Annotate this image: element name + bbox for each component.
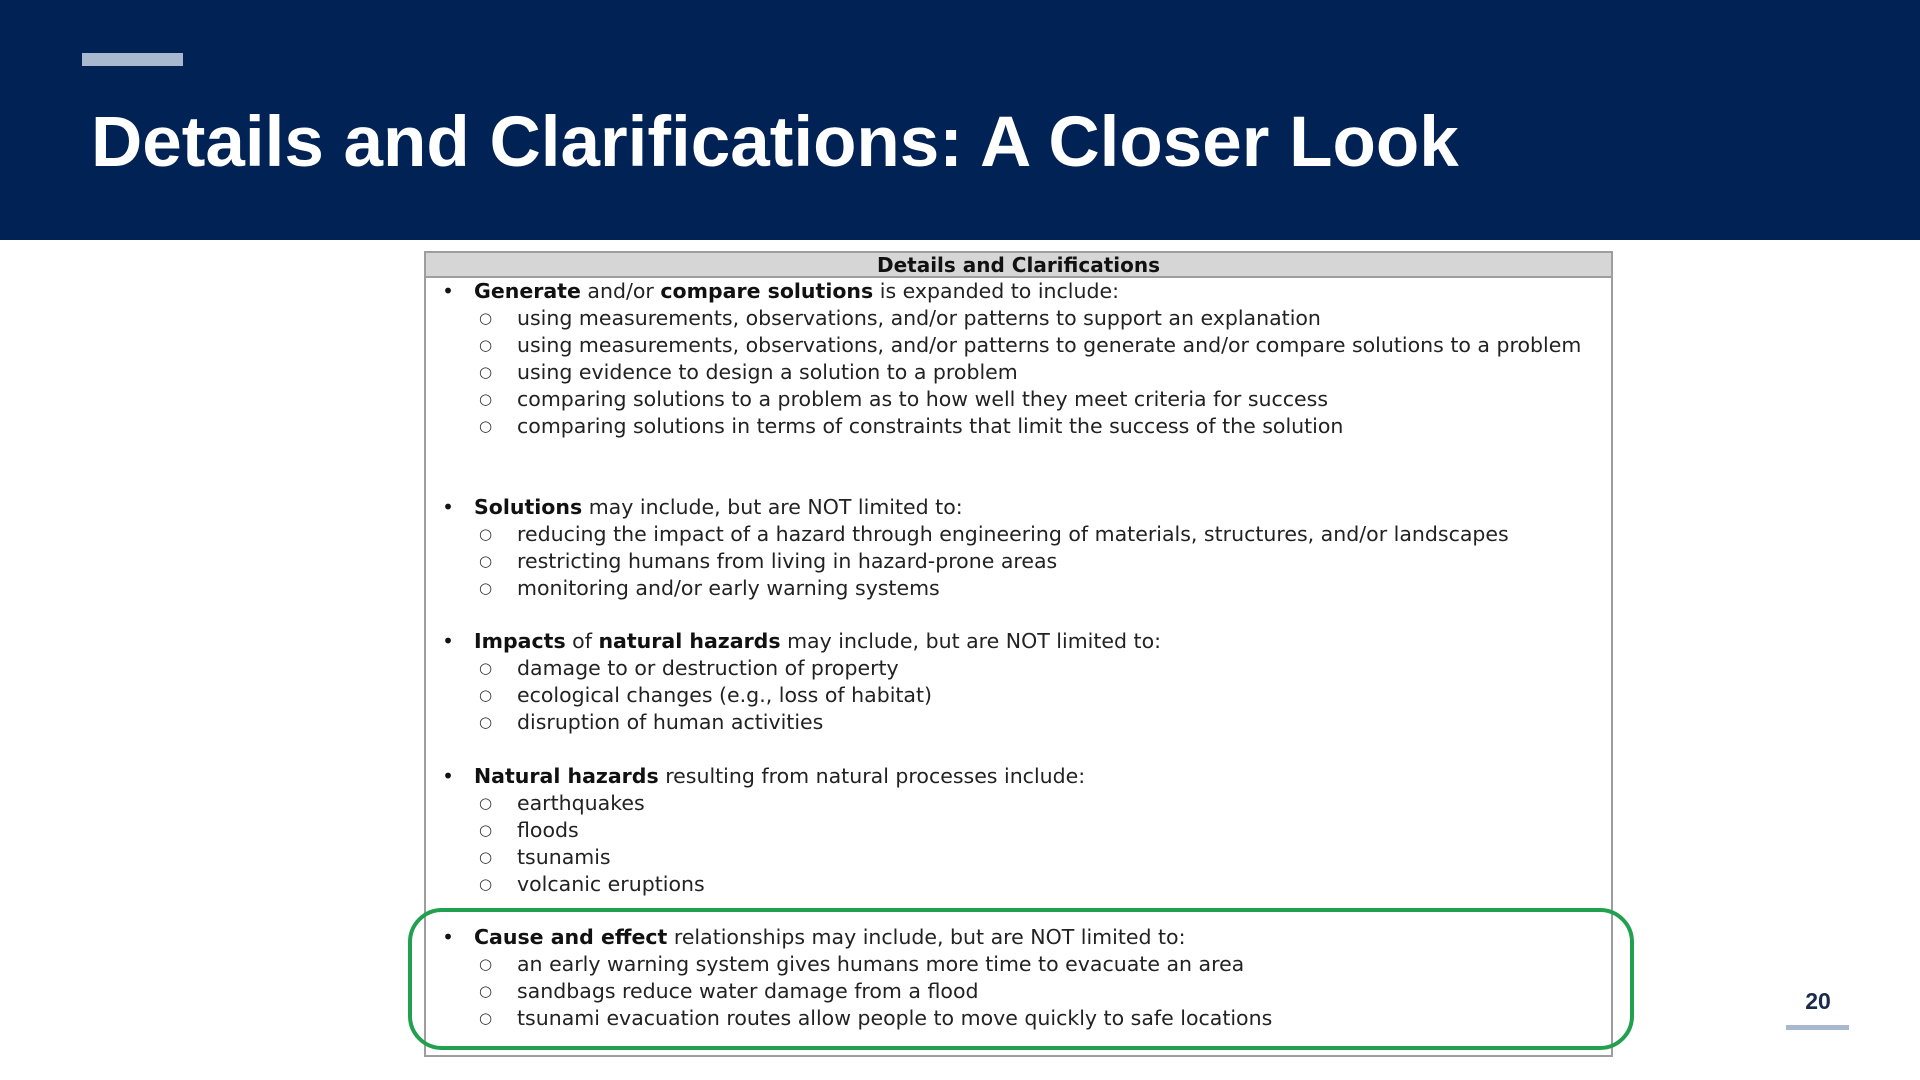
list-item: ○ comparing solutions in terms of constraints that limit the success of the solution	[479, 414, 1344, 438]
list-item: ○ sandbags reduce water damage from a flood	[479, 979, 979, 1003]
circle-bullet-icon: ○	[479, 1009, 493, 1027]
section-impacts	[426, 628, 1606, 736]
circle-bullet-icon: ○	[479, 552, 493, 570]
section-bullet	[426, 628, 1606, 655]
slide-header	[0, 0, 1920, 240]
bullet-dot-icon: •	[442, 495, 454, 519]
circle-bullet-icon: ○	[479, 363, 493, 381]
section-heading: Cause and effect relationships may include, but are NOT limited to:	[474, 925, 1186, 949]
circle-bullet-icon: ○	[479, 982, 493, 1000]
section-heading: Natural hazards resulting from natural processes include:	[474, 764, 1086, 788]
section-heading: Generate and/or compare solutions is expanded to include:	[474, 279, 1120, 303]
section-generate-compare	[426, 278, 1606, 440]
circle-bullet-icon: ○	[479, 955, 493, 973]
bullet-dot-icon: •	[442, 279, 454, 303]
circle-bullet-icon: ○	[479, 309, 493, 327]
circle-bullet-icon: ○	[479, 794, 493, 812]
section-bullet	[426, 278, 1606, 305]
circle-bullet-icon: ○	[479, 525, 493, 543]
bullet-dot-icon: •	[442, 764, 454, 788]
section-solutions	[426, 494, 1606, 602]
list-item: ○ tsunamis	[479, 845, 611, 869]
list-item: ○ damage to or destruction of property	[479, 656, 899, 680]
list-item: ○ using evidence to design a solution to a problem	[479, 360, 1018, 384]
section-heading: Impacts of natural hazards may include, but are NOT limited to:	[474, 629, 1162, 653]
list-item: ○ using measurements, observations, and/or patterns to generate and/or compare solutions to a problem	[479, 333, 1582, 357]
list-item: ○ restricting humans from living in hazard-prone areas	[479, 549, 1058, 573]
list-item: ○ disruption of human activities	[479, 710, 824, 734]
section-bullet	[426, 763, 1606, 790]
circle-bullet-icon: ○	[479, 417, 493, 435]
circle-bullet-icon: ○	[479, 686, 493, 704]
circle-bullet-icon: ○	[479, 713, 493, 731]
circle-bullet-icon: ○	[479, 875, 493, 893]
page-number: 20	[1805, 988, 1831, 1014]
list-item: ○ comparing solutions to a problem as to how well they meet criteria for success	[479, 387, 1329, 411]
section-heading: Solutions may include, but are NOT limited to:	[474, 495, 963, 519]
list-item: ○ tsunami evacuation routes allow people to move quickly to safe locations	[479, 1006, 1273, 1030]
page-number-accent-bar	[1786, 1025, 1849, 1030]
circle-bullet-icon: ○	[479, 390, 493, 408]
list-item: ○ ecological changes (e.g., loss of habitat)	[479, 683, 933, 707]
list-item: ○ earthquakes	[479, 791, 645, 815]
circle-bullet-icon: ○	[479, 659, 493, 677]
bullet-dot-icon: •	[442, 629, 454, 653]
list-item: ○ monitoring and/or early warning systems	[479, 576, 940, 600]
bullet-dot-icon: •	[442, 925, 454, 949]
doc-header: Details and Clarifications	[426, 253, 1611, 278]
circle-bullet-icon: ○	[479, 821, 493, 839]
circle-bullet-icon: ○	[479, 336, 493, 354]
circle-bullet-icon: ○	[479, 579, 493, 597]
list-item: ○ floods	[479, 818, 579, 842]
list-item: ○ an early warning system gives humans more time to evacuate an area	[479, 952, 1245, 976]
cause-effect-highlight-outline	[408, 908, 1634, 1050]
header-accent-bar	[82, 53, 183, 66]
list-item: ○ using measurements, observations, and/or patterns to support an explanation	[479, 306, 1321, 330]
section-bullet	[426, 494, 1606, 521]
list-item: ○ volcanic eruptions	[479, 872, 705, 896]
circle-bullet-icon: ○	[479, 848, 493, 866]
slide-title: Details and Clarifications: A Closer Look	[91, 103, 1459, 182]
list-item: ○ reducing the impact of a hazard through engineering of materials, structures, and/or landscapes	[479, 522, 1509, 546]
section-natural-hazards	[426, 763, 1606, 898]
